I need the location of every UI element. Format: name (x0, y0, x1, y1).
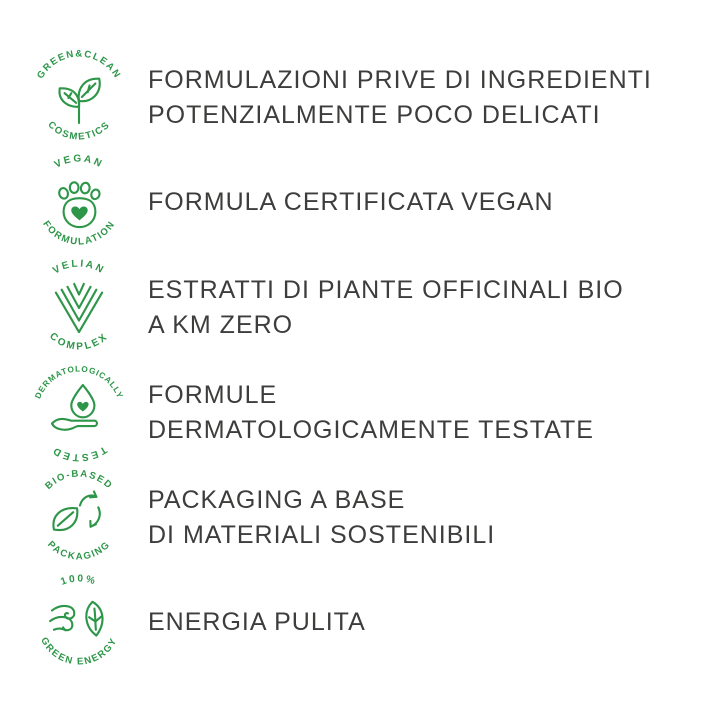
vegan-formulation-badge (26, 150, 132, 256)
feature-text (148, 378, 594, 448)
feature-text (148, 605, 366, 640)
feature-text (148, 273, 624, 343)
badge-arc-top: BIO-BASED (43, 467, 115, 492)
feature-row-vegan (26, 150, 720, 255)
feature-line: DI MATERIALI SOSTENIBILI (148, 520, 496, 549)
feature-row-bio-based-packaging (26, 465, 720, 570)
feature-line: FORMULAZIONI PRIVE DI INGREDIENTI (148, 65, 652, 94)
green-energy-badge (26, 570, 132, 676)
badge-arc-top: VELIAN (51, 257, 107, 277)
vegan-paw-icon (58, 182, 101, 227)
feature-text (148, 483, 495, 553)
nested-chevrons-icon (56, 283, 102, 331)
feature-row-green-energy (26, 570, 720, 675)
bio-based-packaging-badge (26, 465, 132, 571)
feature-line: DERMATOLOGICAMENTE TESTATE (148, 415, 594, 444)
feature-line: PACKAGING A BASE (148, 485, 406, 514)
badge-arc-bottom: COMPLEX (47, 330, 111, 353)
green-clean-cosmetics-badge (26, 45, 132, 151)
feature-line: ESTRATTI DI PIANTE OFFICINALI BIO (148, 275, 624, 304)
badge-arc-top: 100% (59, 572, 99, 588)
feature-line: FORMULE (148, 380, 278, 409)
feature-line: FORMULA CERTIFICATA VEGAN (148, 188, 554, 216)
feature-line: A KM ZERO (148, 310, 294, 339)
feature-row-green-clean (26, 45, 720, 150)
badge-arc-top: DERMATOLOGICALLY (33, 364, 125, 400)
recycle-leaf-icon (53, 491, 99, 530)
wind-leaf-icon (50, 601, 102, 635)
badge-arc-bottom: COSMETICS (45, 118, 113, 143)
sprout-leaves-icon (59, 78, 99, 122)
feature-row-dermatologically-tested (26, 360, 720, 465)
badge-arc-bottom: TESTED (49, 443, 109, 463)
badge-arc-top: GREEN&CLEAN (35, 48, 123, 81)
hand-droplet-icon (52, 385, 97, 430)
badge-arc-bottom: FORMULATION (40, 218, 118, 248)
feature-line: POTENZIALMENTE POCO DELICATI (148, 100, 601, 129)
badge-arc-top: VEGAN (52, 153, 106, 171)
feature-text (148, 185, 554, 220)
badge-arc-bottom: PACKAGING (45, 538, 113, 563)
feature-row-velian (26, 255, 720, 360)
velian-complex-badge (26, 255, 132, 361)
dermatologically-tested-badge (26, 360, 132, 466)
feature-text (148, 63, 652, 133)
feature-line: ENERGIA PULITA (148, 608, 366, 636)
badge-arc-bottom: GREEN ENERGY (38, 635, 120, 668)
